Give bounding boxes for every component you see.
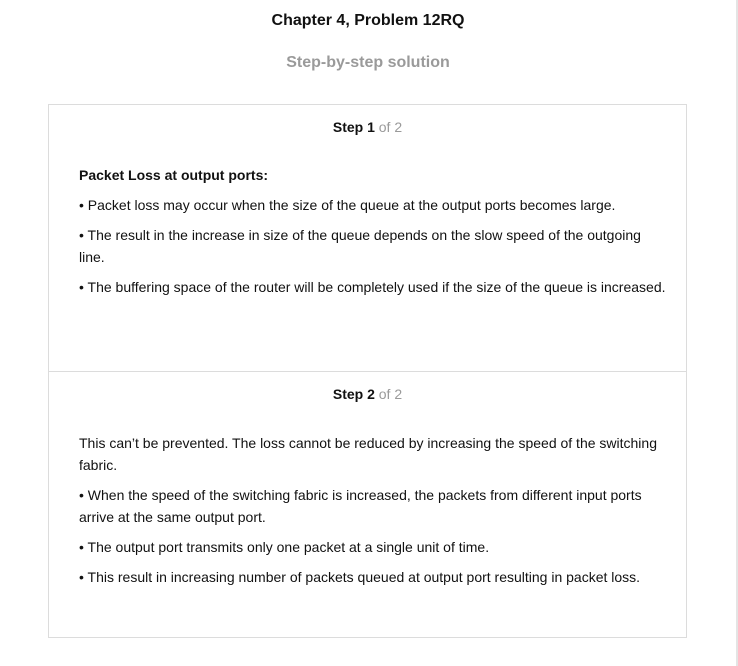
step-2-body bbox=[79, 432, 669, 596]
step-1-header bbox=[49, 118, 686, 136]
step-2-section bbox=[49, 372, 686, 637]
step-2-paragraph: This can’t be prevented. The loss cannot be reduced by increasing the speed of the switching fabric. bbox=[79, 435, 657, 473]
step-1-paragraph: • Packet loss may occur when the size of the queue at the output ports becomes large. bbox=[79, 197, 616, 213]
step-2-paragraph: • This result in increasing number of packets queued at output port resulting in packet loss. bbox=[79, 569, 641, 585]
step-1-paragraph: • The buffering space of the router will be completely used if the size of the queue is increased. bbox=[79, 279, 666, 295]
step-1-paragraph: • The result in the increase in size of the queue depends on the slow speed of the outgoing line. bbox=[79, 227, 641, 265]
step-1-heading: Packet Loss at output ports: bbox=[79, 167, 269, 183]
solution-box bbox=[48, 104, 687, 638]
step-2-label: Step 2 bbox=[332, 386, 375, 402]
solution-subtitle: Step-by-step solution bbox=[286, 54, 450, 71]
step-1-count: of 2 bbox=[378, 119, 403, 135]
page-title: Chapter 4, Problem 12RQ bbox=[271, 12, 465, 29]
step-2-header bbox=[49, 385, 686, 403]
step-1-label: Step 1 bbox=[332, 119, 375, 135]
step-1-body bbox=[79, 164, 669, 306]
step-2-paragraph: • The output port transmits only one packet at a single unit of time. bbox=[79, 539, 490, 555]
step-1-section bbox=[49, 105, 686, 372]
step-2-paragraph: • When the speed of the switching fabric is increased, the packets from different input ports arrive at the same output port. bbox=[79, 487, 642, 525]
step-2-count: of 2 bbox=[378, 386, 403, 402]
